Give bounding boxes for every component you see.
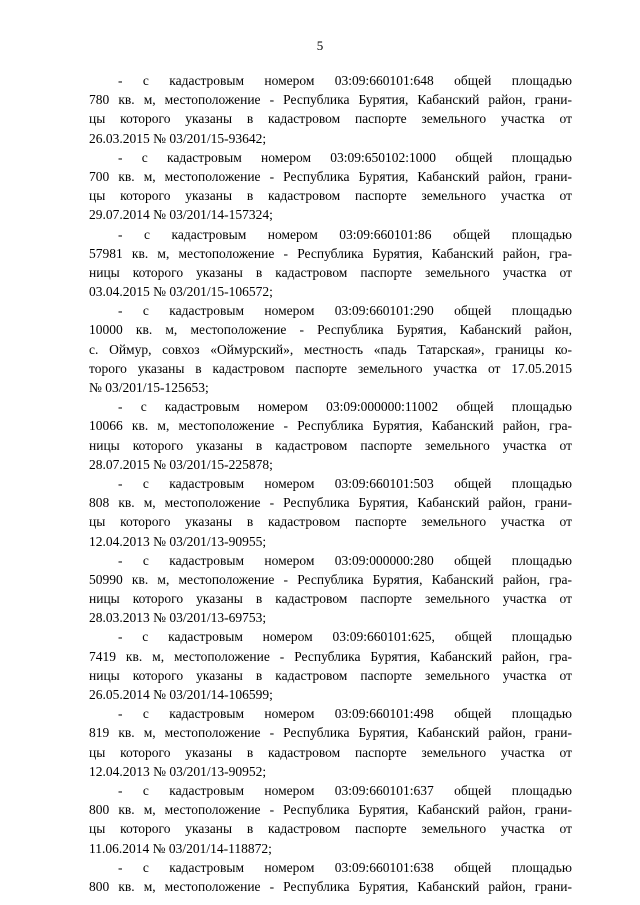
entry-line: цы которого указаны в кадастровом паспорте земельного участка от <box>89 188 572 204</box>
entry-line: 28.03.2013 № 03/201/13-69753; <box>89 610 267 626</box>
entry-line: цы которого указаны в кадастровом паспорте земельного участка от <box>89 821 572 837</box>
land-plot-entry <box>89 474 572 551</box>
land-plot-entry <box>89 627 572 704</box>
page-number: 5 <box>316 38 324 53</box>
entry-line: 10000 кв. м, местоположение - Республика Бурятия, Кабанский район, <box>89 322 572 338</box>
entry-line: 800 кв. м, местоположение - Республика Бурятия, Кабанский район, грани- <box>89 878 572 894</box>
entry-line: 7419 кв. м, местоположение - Республика Бурятия, Кабанский район, гра- <box>89 648 572 664</box>
entry-line: - с кадастровым номером 03:09:660101:86 общей площадью <box>118 226 572 242</box>
entry-line: 03.04.2015 № 03/201/15-106572; <box>89 284 273 300</box>
entry-line: - с кадастровым номером 03:09:660101:638 общей площадью <box>118 859 572 875</box>
entry-line: цы которого указаны в кадастровом паспорте земельного участка от <box>89 111 572 127</box>
land-plot-entry <box>89 397 572 474</box>
entry-line: ницы которого указаны в кадастровом паспорте земельного участка от <box>89 667 572 683</box>
entry-line: 780 кв. м, местоположение - Республика Бурятия, Кабанский район, грани- <box>89 92 572 108</box>
land-plot-entry <box>89 225 572 302</box>
document-body <box>89 71 572 896</box>
entry-line: ницы которого указаны в кадастровом паспорте земельного участка от <box>89 591 572 607</box>
entry-line: - с кадастровым номером 03:09:650102:1000 общей площадью <box>118 149 572 165</box>
entry-line: - с кадастровым номером 03:09:660101:648 общей площадью <box>118 73 572 88</box>
land-plot-entry <box>89 71 572 148</box>
land-plot-entry <box>89 301 572 397</box>
entry-line: 819 кв. м, местоположение - Республика Бурятия, Кабанский район, грани- <box>89 725 572 741</box>
entry-line: - с кадастровым номером 03:09:660101:503 общей площадью <box>118 475 572 491</box>
entry-line: ницы которого указаны в кадастровом паспорте земельного участка от <box>89 437 572 453</box>
entry-line: - с кадастровым номером 03:09:000000:280 общей площадью <box>118 552 572 568</box>
entry-line: № 03/201/15-125653; <box>89 380 209 395</box>
entry-line: с. Оймур, совхоз «Оймурский», местность «падь Татарская», границы ко- <box>89 341 572 357</box>
entry-line: 29.07.2014 № 03/201/14-157324; <box>89 207 273 223</box>
entry-line: 28.07.2015 № 03/201/15-225878; <box>89 456 273 472</box>
entry-line: цы которого указаны в кадастровом паспорте земельного участка от <box>89 514 572 530</box>
entry-line: 12.04.2013 № 03/201/13-90955; <box>89 533 267 549</box>
entry-line: торого указаны в кадастровом паспорте земельного участка от 17.05.2015 <box>89 360 572 376</box>
land-plot-entry <box>89 148 572 225</box>
entry-line: цы которого указаны в кадастровом паспорте земельного участка от <box>89 744 572 760</box>
entry-line: 57981 кв. м, местоположение - Республика Бурятия, Кабанский район, гра- <box>89 245 572 261</box>
land-plot-entry <box>89 551 572 628</box>
entry-line: 10066 кв. м, местоположение - Республика Бурятия, Кабанский район, гра- <box>89 418 572 434</box>
entry-line: - с кадастровым номером 03:09:660101:290 общей площадью <box>118 303 572 319</box>
entry-line: 26.03.2015 № 03/201/15-93642; <box>89 130 267 146</box>
land-plot-entry <box>89 858 572 896</box>
entry-line: 50990 кв. м, местоположение - Республика Бурятия, Кабанский район, гра- <box>89 571 572 587</box>
entry-line: - с кадастровым номером 03:09:660101:625, общей площадью <box>118 629 572 645</box>
land-plot-entry <box>89 704 572 781</box>
land-plot-entry <box>89 781 572 858</box>
entry-line: 700 кв. м, местоположение - Республика Бурятия, Кабанский район, грани- <box>89 168 572 184</box>
entry-line: ницы которого указаны в кадастровом паспорте земельного участка от <box>89 264 572 280</box>
entry-line: - с кадастровым номером 03:09:660101:498 общей площадью <box>118 706 572 722</box>
entry-line: 26.05.2014 № 03/201/14-106599; <box>89 687 273 702</box>
entry-line: - с кадастровым номером 03:09:660101:637 общей площадью <box>118 782 572 798</box>
entry-line: - с кадастровым номером 03:09:000000:11002 общей площадью <box>118 399 572 415</box>
entry-line: 11.06.2014 № 03/201/14-118872; <box>89 840 272 856</box>
entry-line: 808 кв. м, местоположение - Республика Бурятия, Кабанский район, грани- <box>89 495 572 511</box>
entry-line: 12.04.2013 № 03/201/13-90952; <box>89 763 267 779</box>
entry-line: 800 кв. м, местоположение - Республика Бурятия, Кабанский район, грани- <box>89 802 572 818</box>
